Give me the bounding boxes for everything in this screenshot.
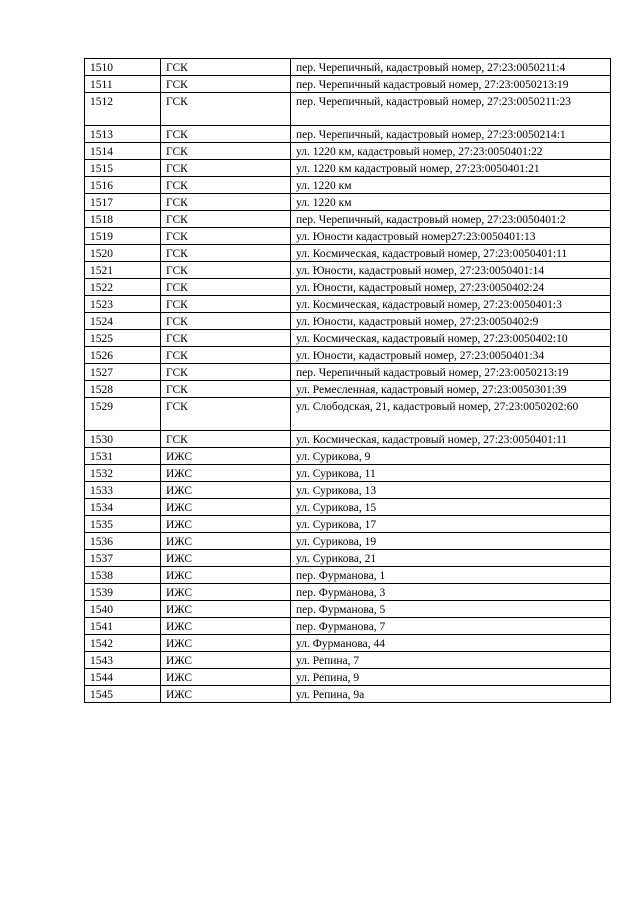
- row-number-cell: 1525: [85, 330, 161, 347]
- address-cell: ул. Сурикова, 13: [291, 482, 611, 499]
- address-cell: ул. Юности, кадастровый номер, 27:23:0050402:24: [291, 279, 611, 296]
- object-type-cell: ИЖС: [161, 686, 291, 703]
- address-cell: пер. Фурманова, 1: [291, 567, 611, 584]
- object-type-cell: ГСК: [161, 364, 291, 381]
- table-row: [85, 347, 611, 364]
- object-type-cell: ГСК: [161, 143, 291, 160]
- object-type-cell: ГСК: [161, 313, 291, 330]
- address-cell: пер. Черепичный, кадастровый номер, 27:23:0050401:2: [291, 211, 611, 228]
- table-row: [85, 177, 611, 194]
- table-row: [85, 448, 611, 465]
- document-page: [84, 58, 610, 703]
- address-cell: ул. Ремесленная, кадастровый номер, 27:23:0050301:39: [291, 381, 611, 398]
- address-cell: пер. Черепичный кадастровый номер, 27:23:0050213:19: [291, 76, 611, 93]
- address-cell: ул. Слободская, 21, кадастровый номер, 27:23:0050202:60: [291, 398, 611, 431]
- table-row: [85, 245, 611, 262]
- address-cell: пер. Фурманова, 3: [291, 584, 611, 601]
- row-number-cell: 1531: [85, 448, 161, 465]
- object-type-cell: ГСК: [161, 398, 291, 431]
- row-number-cell: 1511: [85, 76, 161, 93]
- table-row: [85, 126, 611, 143]
- address-cell: пер. Черепичный, кадастровый номер, 27:23:0050211:4: [291, 59, 611, 76]
- table-row: [85, 601, 611, 618]
- object-type-cell: ИЖС: [161, 567, 291, 584]
- table-row: [85, 262, 611, 279]
- table-row: [85, 398, 611, 431]
- address-cell: ул. Фурманова, 44: [291, 635, 611, 652]
- object-type-cell: ИЖС: [161, 635, 291, 652]
- address-cell: ул. Сурикова, 9: [291, 448, 611, 465]
- row-number-cell: 1529: [85, 398, 161, 431]
- object-type-cell: ИЖС: [161, 465, 291, 482]
- row-number-cell: 1514: [85, 143, 161, 160]
- object-type-cell: ГСК: [161, 126, 291, 143]
- object-type-cell: ГСК: [161, 296, 291, 313]
- table-row: [85, 160, 611, 177]
- table-row: [85, 59, 611, 76]
- row-number-cell: 1543: [85, 652, 161, 669]
- row-number-cell: 1523: [85, 296, 161, 313]
- address-cell: ул. Репина, 9а: [291, 686, 611, 703]
- row-number-cell: 1519: [85, 228, 161, 245]
- address-cell: пер. Фурманова, 7: [291, 618, 611, 635]
- address-cell: ул. Космическая, кадастровый номер, 27:23:0050401:11: [291, 245, 611, 262]
- row-number-cell: 1540: [85, 601, 161, 618]
- table-row: [85, 499, 611, 516]
- row-number-cell: 1537: [85, 550, 161, 567]
- object-type-cell: ГСК: [161, 262, 291, 279]
- address-cell: ул. Репина, 9: [291, 669, 611, 686]
- object-type-cell: ГСК: [161, 228, 291, 245]
- object-type-cell: ГСК: [161, 330, 291, 347]
- object-type-cell: ГСК: [161, 177, 291, 194]
- table-row: [85, 228, 611, 245]
- table-row: [85, 194, 611, 211]
- address-cell: ул. 1220 км кадастровый номер, 27:23:0050401:21: [291, 160, 611, 177]
- address-cell: ул. Репина, 7: [291, 652, 611, 669]
- table-row: [85, 211, 611, 228]
- object-type-cell: ГСК: [161, 431, 291, 448]
- row-number-cell: 1539: [85, 584, 161, 601]
- object-type-cell: ГСК: [161, 194, 291, 211]
- table-row: [85, 465, 611, 482]
- table-row: [85, 143, 611, 160]
- table-row: [85, 652, 611, 669]
- address-cell: пер. Черепичный кадастровый номер, 27:23:0050213:19: [291, 364, 611, 381]
- table-row: [85, 584, 611, 601]
- address-cell: ул. 1220 км, кадастровый номер, 27:23:0050401:22: [291, 143, 611, 160]
- address-cell: ул. Юности, кадастровый номер, 27:23:0050402:9: [291, 313, 611, 330]
- table-row: [85, 76, 611, 93]
- object-type-cell: ГСК: [161, 245, 291, 262]
- object-type-cell: ГСК: [161, 59, 291, 76]
- row-number-cell: 1510: [85, 59, 161, 76]
- object-type-cell: ИЖС: [161, 601, 291, 618]
- object-type-cell: ГСК: [161, 279, 291, 296]
- row-number-cell: 1544: [85, 669, 161, 686]
- row-number-cell: 1542: [85, 635, 161, 652]
- table-row: [85, 516, 611, 533]
- row-number-cell: 1512: [85, 93, 161, 126]
- row-number-cell: 1522: [85, 279, 161, 296]
- object-type-cell: ИЖС: [161, 652, 291, 669]
- object-type-cell: ГСК: [161, 160, 291, 177]
- table-row: [85, 296, 611, 313]
- address-cell: пер. Черепичный, кадастровый номер, 27:23:0050214:1: [291, 126, 611, 143]
- object-type-cell: ИЖС: [161, 499, 291, 516]
- table-row: [85, 381, 611, 398]
- table-row: [85, 431, 611, 448]
- row-number-cell: 1526: [85, 347, 161, 364]
- row-number-cell: 1527: [85, 364, 161, 381]
- object-type-cell: ГСК: [161, 211, 291, 228]
- address-cell: ул. Космическая, кадастровый номер, 27:23:0050402:10: [291, 330, 611, 347]
- address-cell: пер. Фурманова, 5: [291, 601, 611, 618]
- registry-table-body: [85, 59, 611, 703]
- table-row: [85, 93, 611, 126]
- row-number-cell: 1536: [85, 533, 161, 550]
- table-row: [85, 482, 611, 499]
- table-row: [85, 686, 611, 703]
- object-type-cell: ИЖС: [161, 550, 291, 567]
- address-cell: ул. Сурикова, 15: [291, 499, 611, 516]
- table-row: [85, 330, 611, 347]
- table-row: [85, 533, 611, 550]
- table-row: [85, 567, 611, 584]
- object-type-cell: ИЖС: [161, 482, 291, 499]
- row-number-cell: 1516: [85, 177, 161, 194]
- object-type-cell: ИЖС: [161, 618, 291, 635]
- address-cell: ул. Космическая, кадастровый номер, 27:23:0050401:11: [291, 431, 611, 448]
- row-number-cell: 1524: [85, 313, 161, 330]
- address-cell: ул. Юности кадастровый номер27:23:0050401:13: [291, 228, 611, 245]
- object-type-cell: ИЖС: [161, 516, 291, 533]
- row-number-cell: 1545: [85, 686, 161, 703]
- address-cell: ул. Космическая, кадастровый номер, 27:23:0050401:3: [291, 296, 611, 313]
- row-number-cell: 1528: [85, 381, 161, 398]
- address-cell: ул. Сурикова, 19: [291, 533, 611, 550]
- table-row: [85, 550, 611, 567]
- object-type-cell: ГСК: [161, 381, 291, 398]
- object-type-cell: ГСК: [161, 93, 291, 126]
- object-type-cell: ИЖС: [161, 669, 291, 686]
- row-number-cell: 1541: [85, 618, 161, 635]
- row-number-cell: 1535: [85, 516, 161, 533]
- address-cell: ул. Юности, кадастровый номер, 27:23:0050401:14: [291, 262, 611, 279]
- row-number-cell: 1517: [85, 194, 161, 211]
- row-number-cell: 1515: [85, 160, 161, 177]
- address-cell: ул. Сурикова, 21: [291, 550, 611, 567]
- row-number-cell: 1533: [85, 482, 161, 499]
- address-cell: ул. Сурикова, 17: [291, 516, 611, 533]
- registry-table: [84, 58, 611, 703]
- address-cell: ул. 1220 км: [291, 194, 611, 211]
- address-cell: ул. 1220 км: [291, 177, 611, 194]
- table-row: [85, 279, 611, 296]
- row-number-cell: 1534: [85, 499, 161, 516]
- address-cell: ул. Сурикова, 11: [291, 465, 611, 482]
- object-type-cell: ГСК: [161, 76, 291, 93]
- object-type-cell: ИЖС: [161, 584, 291, 601]
- row-number-cell: 1532: [85, 465, 161, 482]
- table-row: [85, 669, 611, 686]
- table-row: [85, 635, 611, 652]
- address-cell: пер. Черепичный, кадастровый номер, 27:23:0050211:23: [291, 93, 611, 126]
- object-type-cell: ГСК: [161, 347, 291, 364]
- object-type-cell: ИЖС: [161, 533, 291, 550]
- row-number-cell: 1513: [85, 126, 161, 143]
- row-number-cell: 1530: [85, 431, 161, 448]
- row-number-cell: 1538: [85, 567, 161, 584]
- address-cell: ул. Юности, кадастровый номер, 27:23:0050401:34: [291, 347, 611, 364]
- object-type-cell: ИЖС: [161, 448, 291, 465]
- row-number-cell: 1521: [85, 262, 161, 279]
- row-number-cell: 1518: [85, 211, 161, 228]
- table-row: [85, 364, 611, 381]
- table-row: [85, 618, 611, 635]
- table-row: [85, 313, 611, 330]
- row-number-cell: 1520: [85, 245, 161, 262]
